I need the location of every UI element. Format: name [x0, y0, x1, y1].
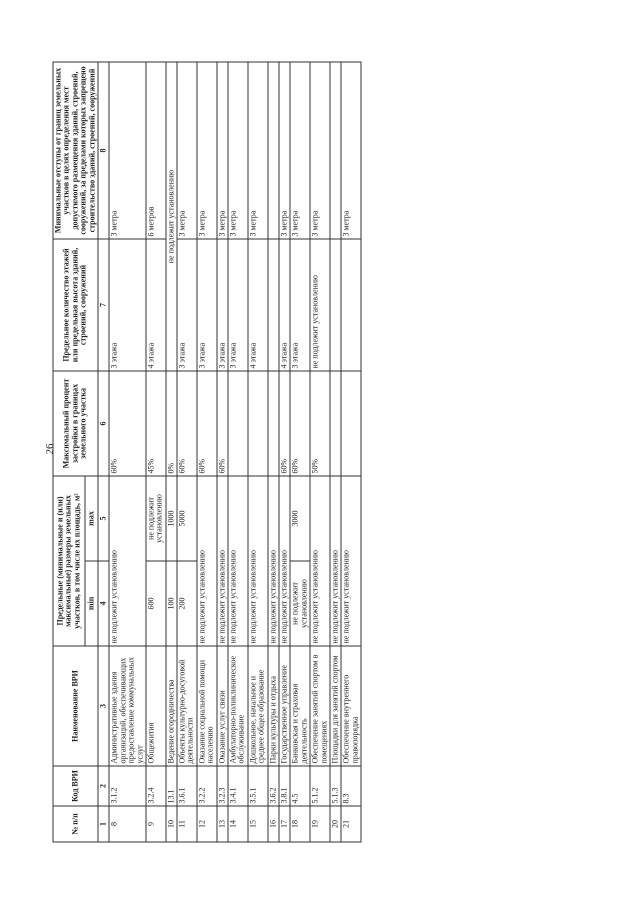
vri-name: Оказание услуг связи — [217, 646, 228, 766]
table-row — [248, 62, 268, 842]
area-not-set: не подлежит установлению — [341, 476, 361, 646]
floors-limit: 4 этажа — [248, 239, 268, 371]
coverage-percent — [248, 371, 268, 476]
floors-limit: 3 этажа — [197, 239, 217, 371]
header-setback: Минимальные отступы от границ земельных участков в целях определения мест допустимого размещения зданий, строений, сооружений, за пределами которых запрещено строительство зданий, строений, сооружений — [53, 62, 98, 239]
area-min: 600 — [146, 561, 166, 646]
vri-name: Амбулаторно-поликлиническое обслуживание — [228, 646, 248, 766]
table-row — [177, 62, 197, 842]
coverage-percent: 0% — [166, 371, 177, 476]
table-row — [228, 62, 248, 842]
row-number: 17 — [279, 806, 290, 842]
area-not-set: не подлежит установлению — [217, 476, 228, 646]
header-min: min — [85, 561, 98, 646]
table-row — [197, 62, 217, 842]
row-number: 14 — [228, 806, 248, 842]
vri-code: 3.2.3 — [217, 766, 228, 806]
row-number: 18 — [290, 806, 310, 842]
floors-limit: 3 этажа — [177, 239, 197, 371]
coverage-percent — [268, 371, 279, 476]
row-number: 12 — [197, 806, 217, 842]
floors-limit — [341, 239, 361, 371]
setback-min: 3 метра — [109, 62, 146, 239]
coverage-percent: 60% — [109, 371, 146, 476]
header-area-group: Предельные (минимальные и (или) максимальные) размеры земельных участков, в том числе их площадь, м² — [53, 476, 85, 646]
floors-limit: 3 этажа — [228, 239, 248, 371]
setback-min: 3 метра — [310, 62, 330, 239]
row-number: 10 — [166, 806, 177, 842]
row-number: 11 — [177, 806, 197, 842]
setback-min: 3 метра — [279, 62, 290, 239]
col-number: 4 — [98, 561, 109, 646]
row-number: 13 — [217, 806, 228, 842]
setback-min: 3 метра — [248, 62, 268, 239]
vri-name: Ведение огородничества — [166, 646, 177, 766]
floors-limit — [330, 239, 341, 371]
setback-min: 3 метра — [341, 62, 361, 239]
vri-code: 3.6.1 — [177, 766, 197, 806]
vri-name: Обеспечение занятий спортом в помещениях — [310, 646, 330, 766]
area-not-set: не подлежит установлению — [228, 476, 248, 646]
header-num: № п/п — [53, 806, 98, 842]
vri-name: Административные здания организаций, обеспечивающих предоставление коммунальных услуг — [109, 646, 146, 766]
col-number: 6 — [98, 371, 109, 476]
header-max: max — [85, 476, 98, 561]
col-number: 3 — [98, 646, 109, 766]
setback-min: 3 метра — [217, 62, 228, 239]
col-number: 7 — [98, 239, 109, 371]
area-not-set: не подлежит установлению — [109, 476, 146, 646]
area-not-set: не подлежит установлению — [268, 476, 279, 646]
coverage-percent: 45% — [146, 371, 166, 476]
vri-code: 3.5.1 — [248, 766, 268, 806]
setback-min: 3 метра — [197, 62, 217, 239]
header-coverage: Максимальный процент застройки в границах земельного участка — [53, 371, 98, 476]
vri-name: Общежития — [146, 646, 166, 766]
floors-limit: не подлежит установлению — [310, 239, 330, 371]
vri-code: 3.2.2 — [197, 766, 217, 806]
vri-code: 13.1 — [166, 766, 177, 806]
coverage-percent: 60% — [217, 371, 228, 476]
column-number-row — [98, 62, 109, 842]
floors-setback-not-set: не подлежит установлению — [166, 62, 177, 371]
vri-code: 5.1.2 — [310, 766, 330, 806]
area-not-set: не подлежит установлению — [197, 476, 217, 646]
vri-code: 3.1.2 — [109, 766, 146, 806]
table-row — [166, 62, 177, 842]
vri-name: Оказание социальной помощи населению — [197, 646, 217, 766]
row-number: 19 — [310, 806, 330, 842]
page-number: 26 — [44, 443, 56, 455]
table-row — [217, 62, 228, 842]
row-number: 20 — [330, 806, 341, 842]
row-number: 16 — [268, 806, 279, 842]
area-not-set: не подлежит установлению — [248, 476, 268, 646]
table-row — [109, 62, 146, 842]
vri-code: 4.5 — [290, 766, 310, 806]
area-max: 3000 — [290, 476, 310, 561]
table-row — [146, 62, 166, 842]
coverage-percent: 60% — [197, 371, 217, 476]
table-row — [310, 62, 330, 842]
floors-limit: 3 этажа — [109, 239, 146, 371]
floors-limit: 3 этажа — [290, 239, 310, 371]
setback-min: 3 метра — [228, 62, 248, 239]
table-row — [268, 62, 279, 842]
coverage-percent: 60% — [279, 371, 290, 476]
table-row — [341, 62, 361, 842]
setback-min: 3 метра — [290, 62, 310, 239]
setback-min — [330, 62, 341, 239]
col-number: 1 — [98, 806, 109, 842]
vri-name: Объекты культурно-досуговой деятельности — [177, 646, 197, 766]
area-min: 200 — [177, 561, 197, 646]
zoning-parameters-table — [53, 62, 362, 843]
col-number: 2 — [98, 766, 109, 806]
table-row — [279, 62, 290, 842]
coverage-percent — [341, 371, 361, 476]
floors-limit — [268, 239, 279, 371]
area-max: 5000 — [177, 476, 197, 561]
vri-name: Государственное управление — [279, 646, 290, 766]
area-min: 100 — [166, 561, 177, 646]
vri-name: Парки культуры и отдыха — [268, 646, 279, 766]
vri-name: Обеспечение внутреннего правопорядка — [341, 646, 361, 766]
rotated-table-container — [53, 63, 588, 843]
area-min: не подлежит установлению — [290, 561, 310, 646]
header-code: Код ВРИ — [53, 766, 98, 806]
coverage-percent: 60% — [177, 371, 197, 476]
area-not-set: не подлежит установлению — [279, 476, 290, 646]
table-row — [290, 62, 310, 842]
setback-min — [268, 62, 279, 239]
coverage-percent: 60% — [290, 371, 310, 476]
row-number: 15 — [248, 806, 268, 842]
row-number: 9 — [146, 806, 166, 842]
vri-code: 3.2.4 — [146, 766, 166, 806]
vri-code: 3.6.2 — [268, 766, 279, 806]
area-max: не подлежит установлению — [146, 476, 166, 561]
vri-code: 3.4.1 — [228, 766, 248, 806]
vri-name: Банковская и страховая деятельность — [290, 646, 310, 766]
row-number: 8 — [109, 806, 146, 842]
setback-min: 6 метров — [146, 62, 166, 239]
coverage-percent: 50% — [310, 371, 330, 476]
col-number: 5 — [98, 476, 109, 561]
area-not-set: не подлежит установлению — [310, 476, 330, 646]
setback-min: 3 метра — [177, 62, 197, 239]
table-row — [330, 62, 341, 842]
header-floors: Предельное количество этажей или предельная высота зданий, строений, сооружений — [53, 239, 98, 371]
floors-limit: 4 этажа — [279, 239, 290, 371]
vri-code: 3.8.1 — [279, 766, 290, 806]
area-max: 1000 — [166, 476, 177, 561]
vri-code: 5.1.3 — [330, 766, 341, 806]
coverage-percent — [228, 371, 248, 476]
coverage-percent — [330, 371, 341, 476]
area-not-set: не подлежит установлению — [330, 476, 341, 646]
vri-code: 8.3 — [341, 766, 361, 806]
floors-limit: 4 этажа — [146, 239, 166, 371]
col-number: 8 — [98, 62, 109, 239]
floors-limit: 3 этажа — [217, 239, 228, 371]
vri-name: Дошкольное, начальное и среднее общее образование — [248, 646, 268, 766]
row-number: 21 — [341, 806, 361, 842]
header-name: Наименование ВРИ — [53, 646, 98, 766]
vri-name: Площадки для занятий спортом — [330, 646, 341, 766]
